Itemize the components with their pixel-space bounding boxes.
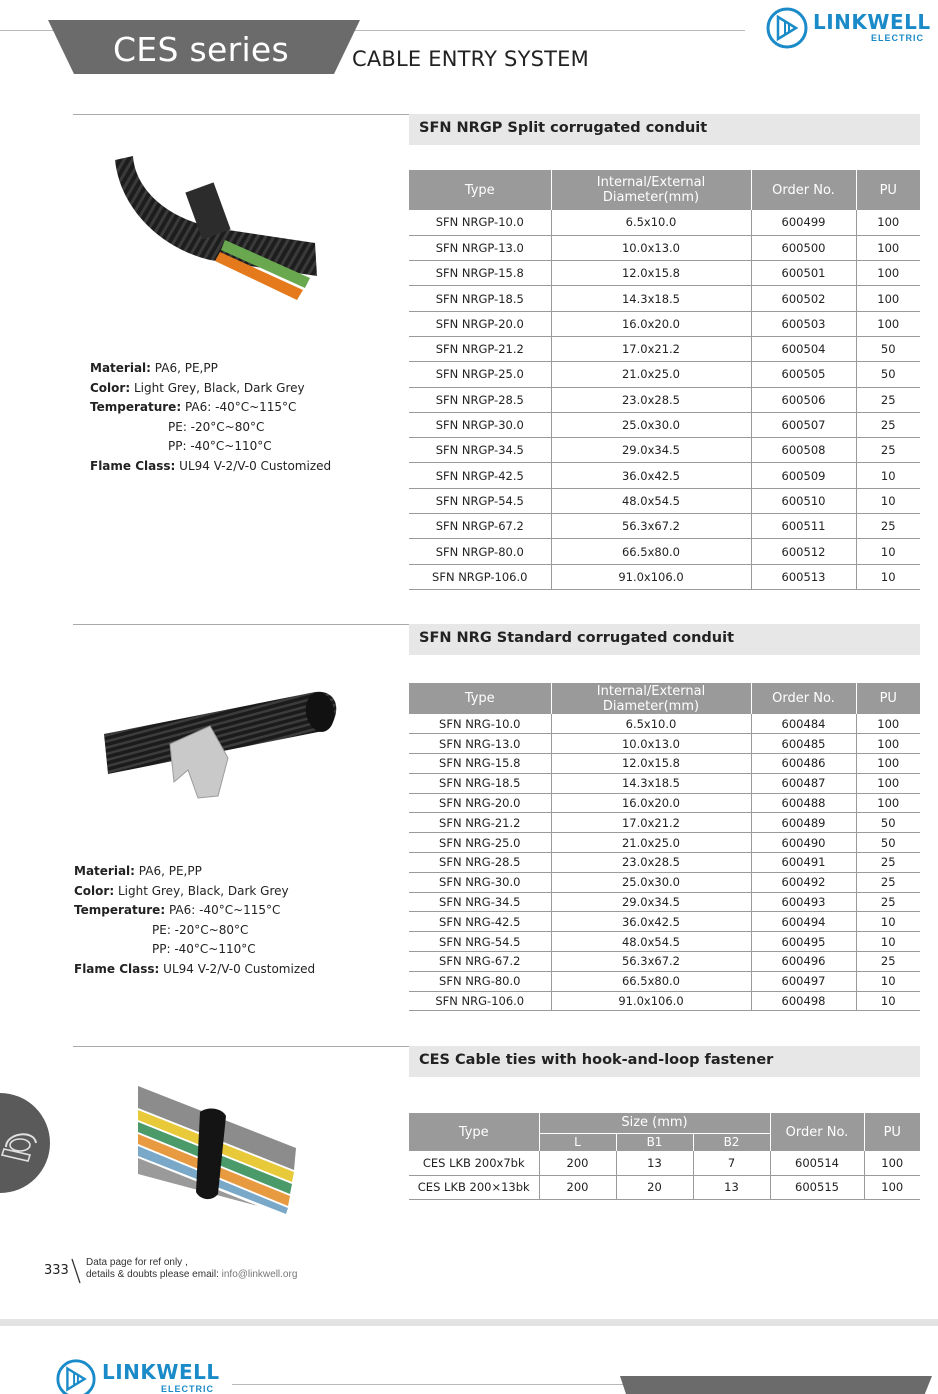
table-cell: 100	[856, 793, 920, 813]
table-cell: 100	[856, 210, 920, 235]
column-header: Type	[409, 170, 551, 210]
table-cell: 12.0x15.8	[551, 261, 751, 286]
table-row	[409, 362, 920, 387]
table-cell: 91.0x106.0	[551, 564, 751, 589]
table-row	[409, 463, 920, 488]
column-subheader: B2	[693, 1133, 770, 1151]
table-cell: 600506	[751, 387, 856, 412]
table-cell: SFN NRGP-25.0	[409, 362, 551, 387]
table-cell: 14.3x18.5	[551, 773, 751, 793]
table-cell: 600487	[751, 773, 856, 793]
spec-value: UL94 V-2/V-0 Customized	[163, 961, 316, 976]
table-cell: 600514	[770, 1151, 864, 1175]
table-cell: 100	[856, 773, 920, 793]
table-cell: SFN NRG-80.0	[409, 971, 551, 991]
table-cell: 600498	[751, 991, 856, 1011]
table-cell: 600502	[751, 286, 856, 311]
table-cell: SFN NRGP-20.0	[409, 311, 551, 336]
table-cell: 100	[864, 1175, 920, 1199]
footer-divider	[70, 1258, 82, 1284]
product-specs	[74, 862, 315, 979]
table-cell: CES LKB 200×13bk	[409, 1175, 539, 1199]
spec-value: UL94 V-2/V-0 Customized	[179, 458, 332, 473]
spec-label: Temperature:	[90, 400, 182, 414]
spec-label: Temperature:	[74, 903, 166, 917]
table-cell: 600505	[751, 362, 856, 387]
table-cell: SFN NRG-28.5	[409, 853, 551, 873]
series-title: CES series	[112, 30, 290, 69]
footer-note-line1: Data page for ref only ,	[86, 1257, 188, 1268]
table-row	[409, 286, 920, 311]
table-cell: 600496	[751, 952, 856, 972]
table-cell: SFN NRGP-10.0	[409, 210, 551, 235]
table-cell: 100	[856, 734, 920, 754]
table-cell: SFN NRGP-21.2	[409, 336, 551, 361]
table-cell: 600508	[751, 438, 856, 463]
table-row	[409, 991, 920, 1011]
table-cell: 50	[856, 813, 920, 833]
table-cell: SFN NRG-42.5	[409, 912, 551, 932]
table-cell: CES LKB 200x7bk	[409, 1151, 539, 1175]
table-cell: 10	[856, 991, 920, 1011]
table-row	[409, 793, 920, 813]
spec-value: PA6: -40°C~115°C	[168, 903, 281, 917]
section-rule	[73, 114, 409, 115]
section-heading: SFN NRG Standard corrugated conduit	[419, 630, 735, 646]
clamp-icon	[0, 1117, 44, 1167]
column-header: Order No.	[751, 683, 856, 714]
table-cell: 600493	[751, 892, 856, 912]
spec-value: PP: -40°C~110°C	[168, 439, 272, 453]
table-cell: SFN NRG-10.0	[409, 714, 551, 734]
spec-label: Flame Class:	[90, 458, 176, 473]
spec-value: Light Grey, Black, Dark Grey	[117, 883, 289, 898]
table-row	[409, 872, 920, 892]
table-cell: 25	[856, 387, 920, 412]
table-cell: SFN NRGP-13.0	[409, 235, 551, 260]
spec-table	[409, 170, 920, 590]
table-cell: 10	[856, 912, 920, 932]
next-page-series-tab	[620, 1376, 932, 1394]
table-cell: 25.0x30.0	[551, 872, 751, 892]
table-cell: 25.0x30.0	[551, 412, 751, 437]
spec-label: Flame Class:	[74, 961, 160, 976]
table-row	[409, 210, 920, 235]
spec-value: Light Grey, Black, Dark Grey	[133, 380, 305, 395]
table-cell: SFN NRG-25.0	[409, 833, 551, 853]
table-row	[409, 311, 920, 336]
page-number: 333	[44, 1263, 69, 1278]
table-cell: 600511	[751, 514, 856, 539]
column-header: PU	[856, 170, 920, 210]
brand-logo	[765, 6, 935, 56]
table-cell: 21.0x25.0	[551, 362, 751, 387]
column-header: Type	[409, 683, 551, 714]
next-page-rule	[232, 1384, 632, 1385]
table-cell: 600484	[751, 714, 856, 734]
table-cell: 7	[693, 1151, 770, 1175]
table-cell: 100	[864, 1151, 920, 1175]
section-rule	[73, 1046, 409, 1047]
cable-ties-image	[138, 1078, 298, 1214]
table-row	[409, 488, 920, 513]
table-cell: 29.0x34.5	[551, 892, 751, 912]
spec-value: PE: -20°C~80°C	[152, 922, 249, 937]
table-cell: 23.0x28.5	[551, 387, 751, 412]
table-cell: 600495	[751, 932, 856, 952]
spec-value: PA6, PE,PP	[154, 361, 218, 375]
spec-table	[409, 683, 920, 1011]
column-subheader: B1	[616, 1133, 693, 1151]
table-cell: 13	[693, 1175, 770, 1199]
footer-email[interactable]: info@linkwell.org	[221, 1269, 298, 1280]
table-cell: 600515	[770, 1175, 864, 1199]
table-row	[409, 564, 920, 589]
section-heading: SFN NRGP Split corrugated conduit	[419, 120, 708, 136]
table-cell: 600507	[751, 412, 856, 437]
next-page-logo	[55, 1358, 225, 1394]
table-cell: SFN NRGP-34.5	[409, 438, 551, 463]
spec-label: Color:	[74, 883, 115, 898]
table-cell: SFN NRGP-18.5	[409, 286, 551, 311]
table-cell: 600512	[751, 539, 856, 564]
table-cell: 91.0x106.0	[551, 991, 751, 1011]
table-row	[409, 773, 920, 793]
table-cell: 10	[856, 971, 920, 991]
table-cell: 25	[856, 872, 920, 892]
column-header: PU	[856, 683, 920, 714]
table-cell: 48.0x54.5	[551, 488, 751, 513]
section-heading: CES Cable ties with hook-and-loop fastener	[419, 1052, 774, 1068]
logo-sub: ELECTRIC	[161, 1384, 214, 1394]
table-row	[409, 514, 920, 539]
table-cell: 14.3x18.5	[551, 286, 751, 311]
table-cell: 600490	[751, 833, 856, 853]
table-cell: 17.0x21.2	[551, 336, 751, 361]
table-cell: SFN NRG-21.2	[409, 813, 551, 833]
spec-value: PA6, PE,PP	[138, 864, 202, 878]
standard-corrugated-conduit-image	[100, 686, 340, 804]
table-cell: SFN NRG-30.0	[409, 872, 551, 892]
table-cell: 600504	[751, 336, 856, 361]
column-header: Size (mm)	[539, 1113, 770, 1133]
section-heading-bar	[409, 114, 920, 145]
table-cell: 10.0x13.0	[551, 235, 751, 260]
table-cell: 600488	[751, 793, 856, 813]
table-cell: 600486	[751, 754, 856, 774]
table-cell: 10	[856, 463, 920, 488]
table-row	[409, 734, 920, 754]
table-cell: 48.0x54.5	[551, 932, 751, 952]
column-header: Internal/External Diameter(mm)	[551, 170, 751, 210]
table-cell: SFN NRG-106.0	[409, 991, 551, 1011]
table-cell: 16.0x20.0	[551, 793, 751, 813]
table-cell: 25	[856, 853, 920, 873]
table-cell: 100	[856, 235, 920, 260]
table-cell: 56.3x67.2	[551, 952, 751, 972]
table-cell: 10	[856, 539, 920, 564]
table-row	[409, 754, 920, 774]
logo-name: LINKWELL	[813, 10, 931, 34]
table-row	[409, 336, 920, 361]
table-row	[409, 932, 920, 952]
table-cell: 600497	[751, 971, 856, 991]
table-cell: SFN NRG-18.5	[409, 773, 551, 793]
table-cell: SFN NRG-15.8	[409, 754, 551, 774]
table-cell: 23.0x28.5	[551, 853, 751, 873]
table-row	[409, 438, 920, 463]
table-cell: 25	[856, 412, 920, 437]
table-row	[409, 813, 920, 833]
spec-value: PE: -20°C~80°C	[168, 419, 265, 434]
table-cell: 20	[616, 1175, 693, 1199]
table-cell: 50	[856, 833, 920, 853]
table-row	[409, 714, 920, 734]
table-cell: SFN NRGP-106.0	[409, 564, 551, 589]
table-cell: 100	[856, 311, 920, 336]
table-cell: 25	[856, 952, 920, 972]
table-cell: 12.0x15.8	[551, 754, 751, 774]
table-row	[409, 387, 920, 412]
table-cell: 36.0x42.5	[551, 463, 751, 488]
table-row	[409, 235, 920, 260]
table-cell: SFN NRGP-54.5	[409, 488, 551, 513]
table-cell: 29.0x34.5	[551, 438, 751, 463]
table-row	[409, 1151, 920, 1175]
logo-icon	[55, 1358, 97, 1394]
table-cell: 25	[856, 514, 920, 539]
table-cell: 50	[856, 336, 920, 361]
split-corrugated-conduit-image	[105, 148, 330, 303]
section-heading-bar	[409, 1046, 920, 1077]
table-cell: 66.5x80.0	[551, 539, 751, 564]
table-cell: 66.5x80.0	[551, 971, 751, 991]
table-row	[409, 912, 920, 932]
table-cell: 600513	[751, 564, 856, 589]
table-cell: 600494	[751, 912, 856, 932]
table-cell: 100	[856, 754, 920, 774]
section-rule	[73, 624, 409, 625]
table-row	[409, 412, 920, 437]
page-divider	[0, 1319, 938, 1326]
side-tab	[0, 1093, 50, 1193]
table-cell: 600510	[751, 488, 856, 513]
table-cell: 600485	[751, 734, 856, 754]
table-cell: 6.5x10.0	[551, 714, 751, 734]
table-cell: SFN NRGP-42.5	[409, 463, 551, 488]
spec-value: PA6: -40°C~115°C	[184, 400, 297, 414]
table-cell: 200	[539, 1151, 616, 1175]
table-cell: SFN NRGP-15.8	[409, 261, 551, 286]
table-cell: 10	[856, 564, 920, 589]
table-cell: 13	[616, 1151, 693, 1175]
table-cell: SFN NRGP-80.0	[409, 539, 551, 564]
table-cell: 16.0x20.0	[551, 311, 751, 336]
column-subheader: L	[539, 1133, 616, 1151]
page-subtitle: CABLE ENTRY SYSTEM	[352, 47, 589, 71]
column-header: Order No.	[751, 170, 856, 210]
table-cell: 25	[856, 438, 920, 463]
table-cell: 100	[856, 286, 920, 311]
table-cell: SFN NRG-54.5	[409, 932, 551, 952]
table-cell: SFN NRGP-30.0	[409, 412, 551, 437]
footer-note-line2: details & doubts please email:	[86, 1269, 222, 1280]
table-row	[409, 539, 920, 564]
column-header: Internal/External Diameter(mm)	[551, 683, 751, 714]
table-cell: 10	[856, 932, 920, 952]
table-cell: SFN NRG-67.2	[409, 952, 551, 972]
table-cell: 600500	[751, 235, 856, 260]
table-row	[409, 261, 920, 286]
column-header: Order No.	[770, 1113, 864, 1151]
table-cell: 600499	[751, 210, 856, 235]
logo-sub: ELECTRIC	[871, 33, 924, 43]
table-cell: SFN NRG-34.5	[409, 892, 551, 912]
spec-label: Material:	[74, 864, 135, 878]
table-cell: 10.0x13.0	[551, 734, 751, 754]
table-cell: 600501	[751, 261, 856, 286]
table-cell: 25	[856, 892, 920, 912]
logo-icon	[765, 6, 809, 50]
logo-name: LINKWELL	[102, 1360, 220, 1384]
table-cell: 56.3x67.2	[551, 514, 751, 539]
table-cell: 50	[856, 362, 920, 387]
table-row	[409, 892, 920, 912]
table-row	[409, 1175, 920, 1199]
table-cell: SFN NRG-13.0	[409, 734, 551, 754]
table-cell: 600492	[751, 872, 856, 892]
table-cell: SFN NRGP-28.5	[409, 387, 551, 412]
footer-note	[86, 1257, 297, 1281]
table-cell: 100	[856, 261, 920, 286]
column-header: PU	[864, 1113, 920, 1151]
table-row	[409, 833, 920, 853]
table-row	[409, 853, 920, 873]
table-row	[409, 952, 920, 972]
spec-label: Color:	[90, 380, 131, 395]
table-cell: SFN NRG-20.0	[409, 793, 551, 813]
table-cell: 600491	[751, 853, 856, 873]
spec-label: Material:	[90, 361, 151, 375]
spec-value: PP: -40°C~110°C	[152, 942, 256, 956]
cable-ties-table	[409, 1113, 920, 1200]
table-cell: 10	[856, 488, 920, 513]
product-specs	[90, 359, 331, 476]
column-header: Type	[409, 1113, 539, 1151]
table-cell: 21.0x25.0	[551, 833, 751, 853]
table-cell: 17.0x21.2	[551, 813, 751, 833]
table-cell: 36.0x42.5	[551, 912, 751, 932]
table-cell: 600509	[751, 463, 856, 488]
table-cell: 6.5x10.0	[551, 210, 751, 235]
section-heading-bar	[409, 624, 920, 655]
table-cell: 100	[856, 714, 920, 734]
table-cell: 600489	[751, 813, 856, 833]
table-cell: 200	[539, 1175, 616, 1199]
table-cell: SFN NRGP-67.2	[409, 514, 551, 539]
table-row	[409, 971, 920, 991]
table-cell: 600503	[751, 311, 856, 336]
